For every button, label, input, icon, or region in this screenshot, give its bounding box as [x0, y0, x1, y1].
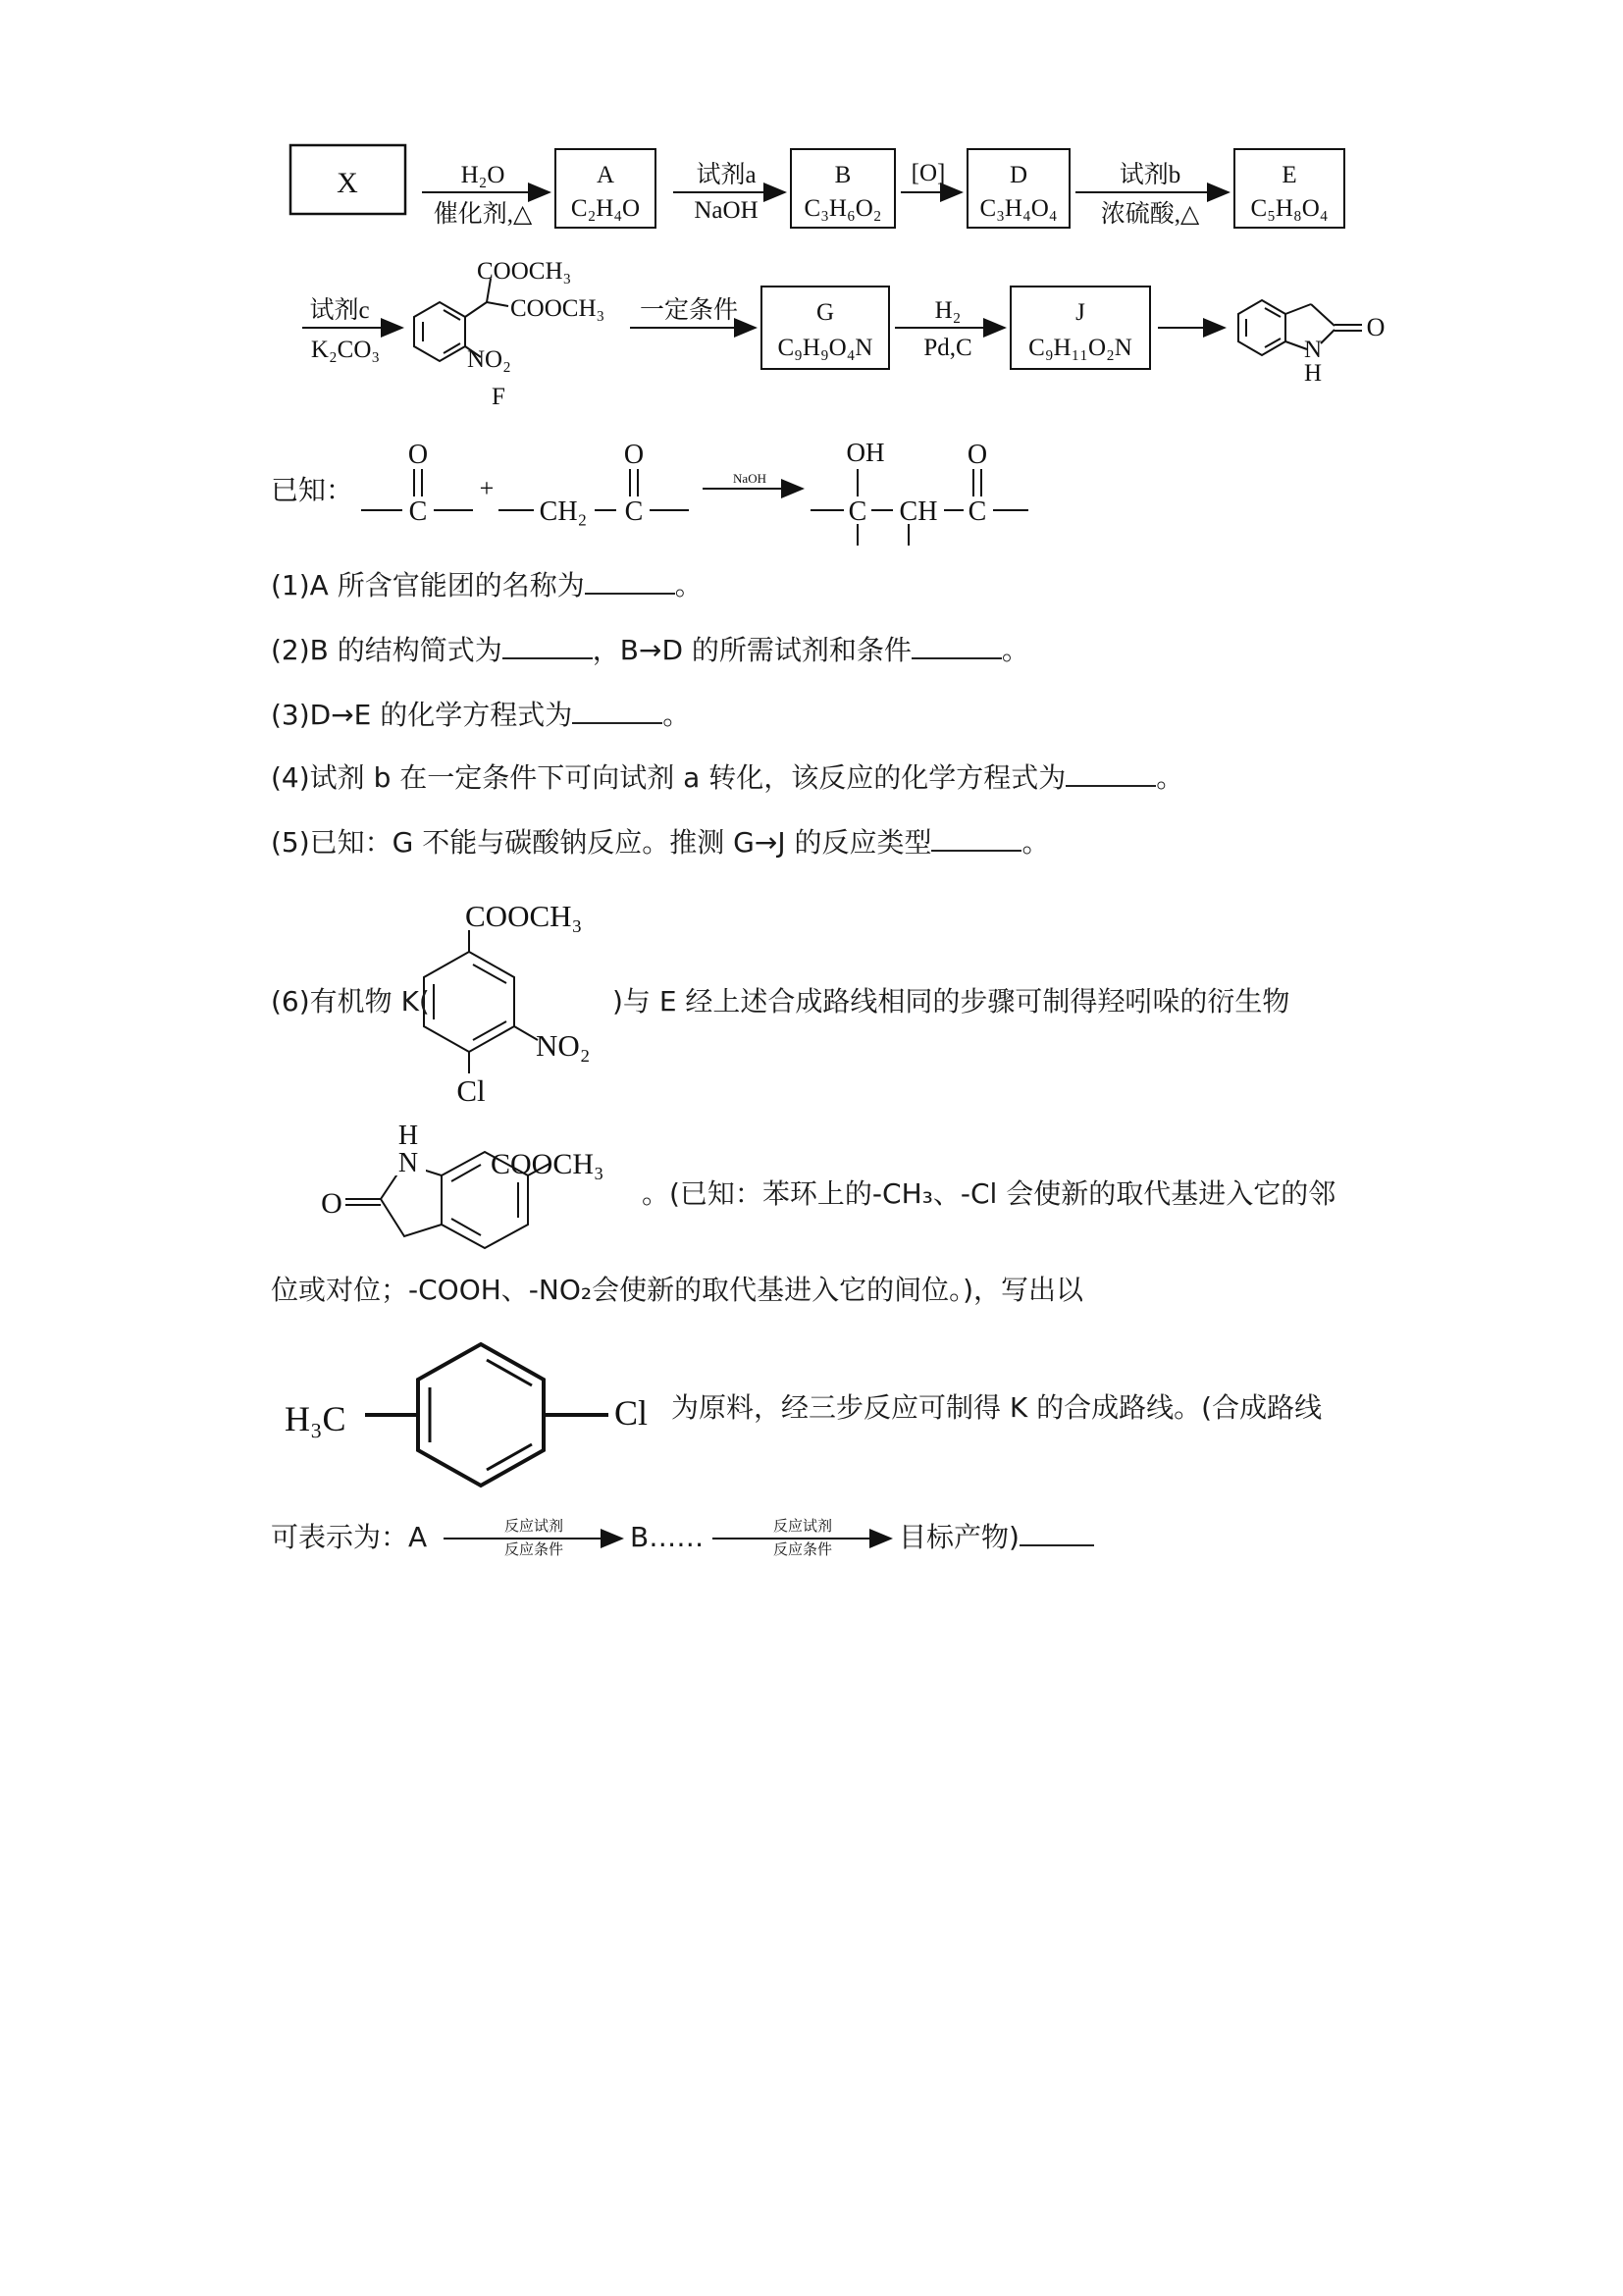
question-6-route-b: B……: [630, 1521, 705, 1553]
svg-text:K₂CO₃: K₂CO₃: [310, 337, 381, 363]
svg-text:H: H: [1303, 360, 1323, 387]
svg-text:C₃H₄O₄: C₃H₄O₄: [979, 195, 1058, 222]
question-6-route-a: 可表示为：A: [271, 1521, 428, 1553]
svg-text:N: N: [1303, 337, 1323, 363]
question-4: (4)试剂 b 在一定条件下可向试剂 a 转化，该反应的化学方程式为 。: [271, 761, 1184, 794]
question-6-part-b: )与 E 经上述合成路线相同的步骤可制得羟吲哚的衍生物: [612, 985, 1290, 1018]
arrow-d-to-e: [1075, 161, 1229, 228]
svg-text:J: J: [1075, 299, 1085, 326]
svg-text:[O]: [O]: [911, 160, 946, 186]
answer-blank-3[interactable]: [572, 701, 662, 724]
question-2: (2)B 的结构简式为 ，B→D 的所需试剂和条件 。: [271, 634, 1029, 666]
answer-blank-6[interactable]: [1020, 1523, 1094, 1546]
svg-text:C: C: [624, 496, 644, 527]
box-g: [761, 287, 889, 369]
svg-text:OH: OH: [846, 438, 885, 467]
svg-text:催化剂,△: 催化剂,△: [433, 201, 533, 228]
compound-derivative: [321, 1121, 603, 1248]
svg-text:H₂O: H₂O: [460, 162, 505, 188]
svg-text:O: O: [321, 1187, 342, 1220]
svg-text:NaOH: NaOH: [733, 471, 766, 486]
route-arrow-2: [712, 1518, 891, 1558]
svg-text:Cl: Cl: [456, 1073, 486, 1108]
arrow-a-to-b: [673, 161, 785, 224]
arrow-x-to-a: [422, 162, 550, 228]
question-6-part-a: (6)有机物 K(: [271, 985, 430, 1018]
svg-text:C₉H₁₁O₂N: C₉H₁₁O₂N: [1028, 335, 1132, 361]
svg-text:COOCH₃: COOCH₃: [491, 1148, 604, 1180]
answer-blank-4[interactable]: [1066, 763, 1156, 787]
question-3: (3)D→E 的化学方程式为 。: [271, 699, 691, 731]
svg-text:浓硫酸,△: 浓硫酸,△: [1100, 201, 1200, 228]
svg-text:F: F: [492, 384, 505, 410]
answer-blank-1[interactable]: [585, 571, 675, 595]
svg-text:H₃C: H₃C: [285, 1399, 346, 1438]
svg-text:COOCH₃: COOCH₃: [510, 295, 605, 322]
svg-text:COOCH₃: COOCH₃: [477, 258, 572, 285]
box-a: [555, 149, 655, 228]
svg-text:O: O: [967, 440, 988, 470]
question-6-route-end: 目标产物): [899, 1521, 1094, 1554]
svg-text:试剂a: 试剂a: [696, 162, 757, 188]
question-5: (5)已知：G 不能与碳酸钠反应。推测 G→J 的反应类型 。: [271, 826, 1050, 859]
answer-blank-2a[interactable]: [502, 636, 593, 659]
svg-text:NO₂: NO₂: [536, 1028, 591, 1063]
svg-text:反应条件: 反应条件: [772, 1542, 833, 1558]
svg-text:反应试剂: 反应试剂: [503, 1519, 564, 1535]
svg-text:C₃H₆O₂: C₃H₆O₂: [804, 195, 882, 222]
svg-text:H₂: H₂: [934, 297, 962, 324]
svg-text:C: C: [848, 496, 867, 527]
svg-text:B: B: [834, 162, 852, 188]
svg-text:Cl: Cl: [614, 1393, 649, 1433]
box-x-label: X: [337, 167, 358, 199]
svg-text:C: C: [968, 496, 987, 527]
compound-f: [414, 258, 604, 410]
svg-text:C₂H₄O: C₂H₄O: [570, 195, 641, 222]
arrow-e-to-f: [302, 296, 402, 363]
svg-text:O: O: [407, 440, 429, 470]
svg-text:O: O: [1366, 313, 1386, 341]
answer-blank-2b[interactable]: [912, 636, 1002, 659]
question-6-part-e: 为原料，经三步反应可制得 K 的合成路线。(合成路线: [671, 1391, 1323, 1424]
arrow-f-to-g: [630, 296, 756, 328]
arrow-g-to-j: [895, 297, 1005, 361]
svg-text:NaOH: NaOH: [694, 197, 759, 224]
box-d: [968, 149, 1070, 228]
svg-text:试剂c: 试剂c: [309, 297, 370, 324]
known-label: 已知：: [271, 474, 354, 506]
answer-blank-5[interactable]: [931, 828, 1021, 852]
svg-text:D: D: [1009, 162, 1028, 188]
question-6-part-d: 位或对位；-COOH、-NO₂会使新的取代基进入它的间位。)，写出以: [271, 1274, 1084, 1306]
product-oxindole: [1238, 300, 1385, 387]
svg-text:N: N: [397, 1148, 419, 1178]
box-x: [290, 145, 405, 214]
svg-text:C₅H₈O₄: C₅H₈O₄: [1250, 195, 1329, 222]
svg-text:试剂b: 试剂b: [1119, 162, 1181, 188]
svg-text:一定条件: 一定条件: [639, 297, 739, 324]
known-reaction: [361, 438, 1028, 546]
svg-text:COOCH₃: COOCH₃: [465, 899, 583, 933]
svg-text:反应试剂: 反应试剂: [772, 1519, 833, 1535]
svg-text:C₉H₉O₄N: C₉H₉O₄N: [777, 335, 873, 361]
svg-text:E: E: [1282, 162, 1297, 188]
box-j: [1011, 287, 1150, 369]
svg-text:O: O: [623, 440, 645, 470]
svg-text:C: C: [408, 496, 428, 527]
question-6-part-c: 。(已知：苯环上的-CH₃、-Cl 会使新的取代基进入它的邻: [642, 1177, 1336, 1210]
svg-text:NO₂: NO₂: [467, 346, 511, 373]
box-b: [791, 149, 895, 228]
svg-text:Pd,C: Pd,C: [923, 335, 972, 361]
compound-k: [424, 899, 591, 1108]
svg-text:H: H: [397, 1121, 419, 1151]
svg-text:反应条件: 反应条件: [503, 1542, 564, 1558]
svg-text:A: A: [596, 162, 615, 188]
svg-text:G: G: [815, 299, 835, 326]
box-e: [1234, 149, 1344, 228]
compound-4-chlorotoluene: [285, 1344, 648, 1486]
svg-text:CH₂: CH₂: [539, 496, 588, 527]
route-arrow-1: [444, 1518, 622, 1558]
svg-text:+: +: [479, 474, 495, 502]
question-1: (1)A 所含官能团的名称为 。: [271, 569, 703, 601]
svg-text:CH: CH: [899, 496, 938, 527]
arrow-b-to-d: [901, 160, 962, 192]
